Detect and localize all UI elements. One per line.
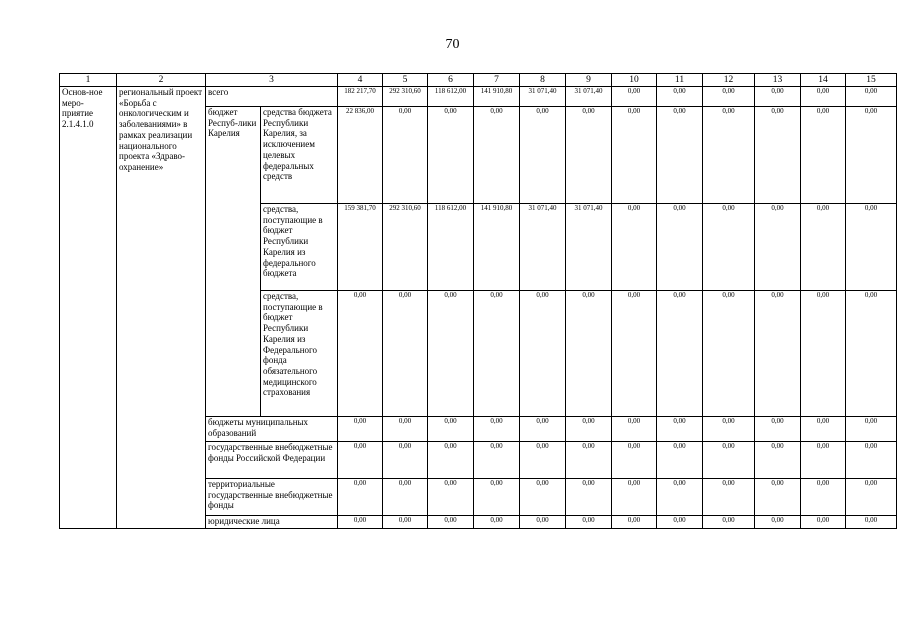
amount-cell: 0,00 — [428, 479, 474, 516]
amount-cell: 0,00 — [520, 479, 566, 516]
funding-source-label: средства, поступающие в бюджет Республики Карелия из Федерального фонда обязательного медицинского страхования — [261, 291, 338, 417]
header-cell: 3 — [206, 74, 338, 87]
amount-cell: 159 381,70 — [338, 204, 383, 291]
amount-cell: 0,00 — [657, 291, 703, 417]
amount-cell: 0,00 — [703, 479, 755, 516]
amount-cell: 0,00 — [428, 107, 474, 204]
amount-cell: 0,00 — [846, 107, 897, 204]
header-cell: 5 — [383, 74, 428, 87]
amount-cell: 0,00 — [755, 107, 801, 204]
amount-cell: 0,00 — [703, 87, 755, 107]
amount-cell: 0,00 — [612, 291, 657, 417]
funding-source-label: средства, поступающие в бюджет Республики Карелия из федерального бюджета — [261, 204, 338, 291]
funding-source-label: средства бюджета Республики Карелия, за исключением целевых федеральных средств — [261, 107, 338, 204]
amount-cell: 0,00 — [428, 442, 474, 479]
funding-source-label: юридические лица — [206, 516, 338, 529]
amount-cell: 0,00 — [657, 442, 703, 479]
amount-cell: 0,00 — [703, 417, 755, 442]
amount-cell: 118 612,00 — [428, 87, 474, 107]
amount-cell: 0,00 — [383, 417, 428, 442]
amount-cell: 0,00 — [428, 291, 474, 417]
amount-cell: 0,00 — [383, 107, 428, 204]
amount-cell: 0,00 — [801, 107, 846, 204]
header-cell: 15 — [846, 74, 897, 87]
amount-cell: 0,00 — [703, 204, 755, 291]
amount-cell: 0,00 — [846, 516, 897, 529]
page-number: 70 — [445, 37, 460, 52]
amount-cell: 0,00 — [474, 516, 520, 529]
amount-cell: 182 217,70 — [338, 87, 383, 107]
amount-cell: 0,00 — [566, 479, 612, 516]
amount-cell: 0,00 — [428, 516, 474, 529]
amount-cell: 0,00 — [428, 417, 474, 442]
amount-cell: 31 071,40 — [520, 87, 566, 107]
amount-cell: 0,00 — [657, 107, 703, 204]
amount-cell: 0,00 — [801, 442, 846, 479]
amount-cell: 0,00 — [801, 417, 846, 442]
amount-cell: 0,00 — [846, 479, 897, 516]
header-cell: 10 — [612, 74, 657, 87]
amount-cell: 31 071,40 — [520, 204, 566, 291]
funding-source-label: бюджеты муниципальных образований — [206, 417, 338, 442]
header-cell: 14 — [801, 74, 846, 87]
header-cell: 13 — [755, 74, 801, 87]
amount-cell: 0,00 — [338, 442, 383, 479]
amount-cell: 0,00 — [612, 87, 657, 107]
amount-cell: 22 836,00 — [338, 107, 383, 204]
funding-source-label: всего — [206, 87, 338, 107]
amount-cell: 0,00 — [755, 291, 801, 417]
amount-cell: 0,00 — [657, 204, 703, 291]
amount-cell: 0,00 — [703, 442, 755, 479]
header-cell: 7 — [474, 74, 520, 87]
amount-cell: 0,00 — [566, 107, 612, 204]
amount-cell: 292 310,60 — [383, 204, 428, 291]
amount-cell: 0,00 — [474, 479, 520, 516]
amount-cell: 0,00 — [801, 204, 846, 291]
budget-table — [59, 73, 897, 529]
amount-cell: 0,00 — [755, 417, 801, 442]
amount-cell: 0,00 — [474, 291, 520, 417]
amount-cell: 0,00 — [657, 479, 703, 516]
amount-cell: 0,00 — [612, 204, 657, 291]
amount-cell: 0,00 — [383, 479, 428, 516]
amount-cell: 118 612,00 — [428, 204, 474, 291]
amount-cell: 0,00 — [703, 516, 755, 529]
amount-cell: 0,00 — [566, 291, 612, 417]
amount-cell: 0,00 — [474, 417, 520, 442]
header-cell: 4 — [338, 74, 383, 87]
header-cell: 12 — [703, 74, 755, 87]
amount-cell: 0,00 — [801, 87, 846, 107]
amount-cell: 141 910,80 — [474, 204, 520, 291]
amount-cell: 0,00 — [566, 417, 612, 442]
amount-cell: 0,00 — [612, 107, 657, 204]
amount-cell: 0,00 — [612, 442, 657, 479]
activity-cell: Основ-ное меро-приятие 2.1.4.1.0 — [60, 87, 117, 529]
amount-cell: 0,00 — [383, 516, 428, 529]
amount-cell: 0,00 — [846, 417, 897, 442]
amount-cell: 0,00 — [846, 442, 897, 479]
amount-cell: 0,00 — [755, 479, 801, 516]
amount-cell: 0,00 — [520, 107, 566, 204]
amount-cell: 0,00 — [703, 107, 755, 204]
amount-cell: 31 071,40 — [566, 204, 612, 291]
amount-cell: 0,00 — [520, 442, 566, 479]
amount-cell: 0,00 — [657, 417, 703, 442]
amount-cell: 0,00 — [474, 107, 520, 204]
amount-cell: 0,00 — [383, 291, 428, 417]
header-cell: 2 — [117, 74, 206, 87]
amount-cell: 0,00 — [612, 479, 657, 516]
amount-cell: 0,00 — [612, 516, 657, 529]
amount-cell: 0,00 — [520, 291, 566, 417]
funding-source-label: территориальные государственные внебюджетные фонды — [206, 479, 338, 516]
amount-cell: 0,00 — [755, 87, 801, 107]
amount-cell: 0,00 — [801, 516, 846, 529]
project-cell: региональный проект «Борьба с онкологическим и заболеваниями» в рамках реализации национального проекта «Здраво-охранение» — [117, 87, 206, 529]
regional-budget-cell: бюджет Респуб-лики Карелия — [206, 107, 261, 417]
amount-cell: 0,00 — [474, 442, 520, 479]
table-row — [60, 87, 897, 107]
amount-cell: 0,00 — [338, 417, 383, 442]
amount-cell: 0,00 — [846, 204, 897, 291]
amount-cell: 0,00 — [703, 291, 755, 417]
amount-cell: 0,00 — [846, 291, 897, 417]
amount-cell: 0,00 — [566, 442, 612, 479]
amount-cell: 0,00 — [520, 417, 566, 442]
header-cell: 6 — [428, 74, 474, 87]
amount-cell: 292 310,60 — [383, 87, 428, 107]
amount-cell: 0,00 — [755, 204, 801, 291]
amount-cell: 0,00 — [657, 516, 703, 529]
amount-cell: 0,00 — [755, 516, 801, 529]
funding-source-label: государственные внебюджетные фонды Российской Федерации — [206, 442, 338, 479]
amount-cell: 141 910,80 — [474, 87, 520, 107]
header-cell: 11 — [657, 74, 703, 87]
header-cell: 8 — [520, 74, 566, 87]
amount-cell: 0,00 — [755, 442, 801, 479]
amount-cell: 0,00 — [612, 417, 657, 442]
amount-cell: 0,00 — [801, 479, 846, 516]
amount-cell: 0,00 — [338, 291, 383, 417]
amount-cell: 0,00 — [846, 87, 897, 107]
header-cell: 1 — [60, 74, 117, 87]
header-row — [60, 74, 897, 87]
amount-cell: 31 071,40 — [566, 87, 612, 107]
amount-cell: 0,00 — [338, 516, 383, 529]
amount-cell: 0,00 — [566, 516, 612, 529]
amount-cell: 0,00 — [383, 442, 428, 479]
amount-cell: 0,00 — [338, 479, 383, 516]
amount-cell: 0,00 — [801, 291, 846, 417]
amount-cell: 0,00 — [520, 516, 566, 529]
header-cell: 9 — [566, 74, 612, 87]
amount-cell: 0,00 — [657, 87, 703, 107]
